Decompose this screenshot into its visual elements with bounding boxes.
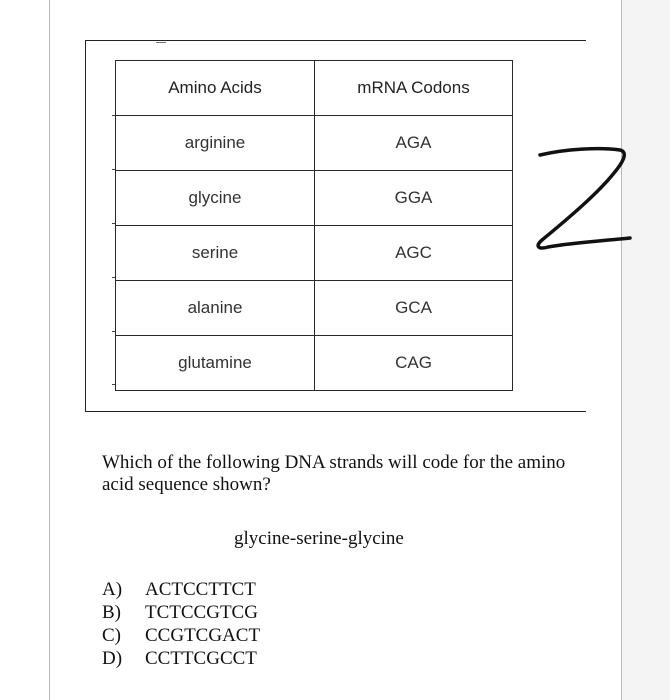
table-row — [116, 116, 513, 171]
amino-acid-cell: arginine — [116, 116, 315, 171]
option-text: TCTCCGTCG — [145, 602, 258, 623]
margin-strip — [622, 0, 670, 700]
option-text: ACTCCTTCT — [145, 579, 256, 600]
option-c[interactable] — [102, 624, 260, 647]
page-edge-left — [49, 0, 50, 700]
header-mrna-codons: mRNA Codons — [315, 61, 513, 116]
option-letter: B) — [102, 602, 121, 623]
option-d[interactable] — [102, 647, 260, 670]
codon-cell: AGC — [315, 226, 513, 281]
option-b[interactable] — [102, 601, 260, 624]
amino-acid-cell: glycine — [116, 171, 315, 226]
codon-cell: GCA — [315, 281, 513, 336]
table-row — [116, 281, 513, 336]
option-text: CCTTCGCCT — [145, 648, 257, 669]
option-letter: C) — [102, 625, 121, 646]
codon-cell: AGA — [315, 116, 513, 171]
answer-options — [102, 578, 260, 670]
codon-cell: CAG — [315, 336, 513, 391]
amino-acid-sequence: glycine-serine-glycine — [234, 528, 404, 549]
option-a[interactable] — [102, 578, 260, 601]
handwritten-number-2 — [520, 135, 640, 255]
codon-table — [115, 60, 513, 391]
amino-acid-cell: serine — [116, 226, 315, 281]
table-row — [116, 336, 513, 391]
option-text: CCGTCGACT — [145, 625, 261, 646]
table-row — [116, 226, 513, 281]
amino-acid-cell: glutamine — [116, 336, 315, 391]
option-letter: A) — [102, 579, 123, 600]
amino-acid-cell: alanine — [116, 281, 315, 336]
table-row — [116, 171, 513, 226]
option-letter: D) — [102, 648, 123, 669]
question-prompt: Which of the following DNA strands will code for the amino acid sequence shown? — [102, 452, 566, 495]
header-amino-acids: Amino Acids — [116, 61, 315, 116]
table-header-row — [116, 61, 513, 116]
scan-mark — [156, 42, 166, 43]
codon-cell: GGA — [315, 171, 513, 226]
